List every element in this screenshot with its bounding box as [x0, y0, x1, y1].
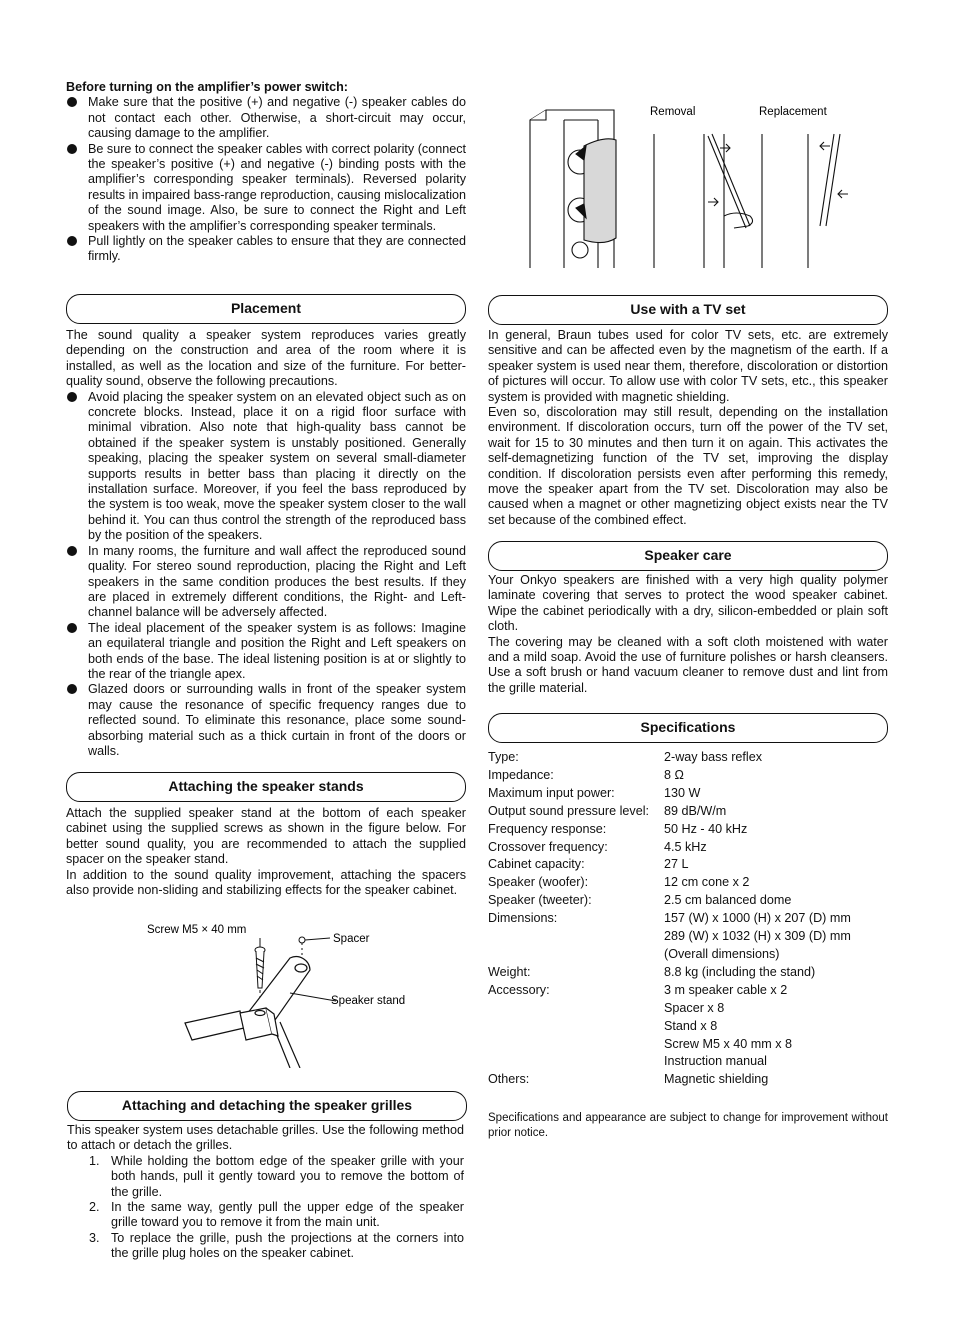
stands-title: Attaching the speaker stands: [66, 772, 466, 802]
stand-label: Speaker stand: [331, 995, 406, 1007]
spec-value-line: 130 W: [664, 785, 701, 800]
list-item: The ideal placement of the speaker system is as follows: Imagine an equilateral triangle and position the Right and Left speakers on both ends of the base. The ideal listening position is at or slightly to the rear of the triangle apex.: [66, 621, 466, 683]
spec-value-line: 8.8 kg (including the stand): [664, 964, 816, 979]
specs-note: Specifications and appearance are subject to change for improvement without prior notice.: [488, 1112, 888, 1139]
care-para-1: Your Onkyo speakers are finished with a very high quality polymer laminate covering that serves to protect the wood speaker cabinet. Wipe the cabinet periodically with a dry, silicon-embedded or plain soft cloth.: [488, 573, 888, 634]
spec-value: [664, 964, 888, 982]
spacer-icon: [299, 937, 305, 943]
grille-figure: [524, 98, 864, 270]
bullet-icon: [67, 144, 77, 154]
spec-value-line: 27 L: [664, 857, 689, 872]
placement-list: [66, 390, 466, 760]
screw-label: Screw M5 × 40 mm: [147, 924, 247, 936]
spec-value-line: Magnetic shielding: [664, 1072, 769, 1087]
removal-label: Removal: [650, 106, 696, 118]
bullet-icon: [67, 684, 77, 694]
tv-section: [488, 328, 888, 528]
grilles-title: Attaching and detaching the speaker grilles: [67, 1091, 467, 1121]
spec-key: Cabinet capacity:: [488, 857, 585, 872]
specs-table: [488, 749, 888, 1089]
spec-value-line: (Overall dimensions): [664, 946, 780, 961]
power-switch-section: [66, 80, 466, 265]
list-item: 1. While holding the bottom edge of the speaker grille with your both hands, pull it gently toward you to remove the bottom of the grille.: [89, 1153, 464, 1199]
replacement-diagram: [762, 134, 848, 268]
specs-title: Specifications: [488, 713, 888, 743]
grilles-steps: [67, 1154, 464, 1262]
spec-value-line: 2-way bass reflex: [664, 750, 762, 764]
power-switch-heading: Before turning on the amplifier’s power switch:: [66, 80, 348, 94]
spec-row: [488, 982, 888, 1072]
spec-row: [488, 785, 888, 803]
spec-value-line: Screw M5 x 40 mm x 8: [664, 1036, 793, 1051]
spec-row: [488, 821, 888, 839]
spec-key: Impedance:: [488, 767, 554, 782]
spec-value: [664, 821, 888, 839]
spec-row: [488, 964, 888, 982]
list-item: Be sure to connect the speaker cables with correct polarity (connect the speaker’s positive (+) and negative (-) binding posts with the amplifier’s corresponding speaker terminals). Reversed polarity results in impaired bass-range reproduction, causing mislocalization of the sound image. Also, be sure to connect the Right and Left speakers with the amplifier’s corresponding speaker terminals.: [66, 142, 466, 234]
spec-value: [664, 874, 888, 892]
bullet-icon: [67, 236, 77, 246]
spacer-label: Spacer: [333, 933, 370, 945]
tv-title: Use with a TV set: [488, 295, 888, 325]
speaker-cabinet-icon: [530, 110, 616, 268]
stands-para-2: In addition to the sound quality improvement, attaching the spacers also provide non-sliding and stabilizing effects for the speaker cabinet.: [66, 867, 466, 898]
care-section: [488, 573, 888, 696]
grilles-section: [67, 1123, 464, 1262]
care-title: Speaker care: [488, 541, 888, 571]
tv-para-2: Even so, discoloration may still result, depending on the installation environment. If discoloration occurs, turn off the power of the TV set, wait for 15 to 30 minutes and then turn it on again. This activates the self-demagnetizing function of the TV set, improving the display condition. If discoloration persists even after performing this remedy, move the speaker apart from the TV set. Discoloration may also be caused when a magnet or other magnetizing object exists near the TV set because of the combined effect.: [488, 405, 888, 527]
spec-row: [488, 892, 888, 910]
spec-key: Output sound pressure level:: [488, 803, 650, 818]
spec-row: [488, 767, 888, 785]
spec-value-line: 289 (W) x 1032 (H) x 309 (D) mm: [664, 929, 851, 944]
stands-section: [66, 806, 466, 898]
spec-value: [664, 910, 888, 964]
grilles-intro: This speaker system uses detachable grilles. Use the following method to attach or detach the grilles.: [67, 1123, 464, 1153]
spec-row: [488, 874, 888, 892]
power-switch-list: [66, 95, 466, 264]
spec-value: [664, 1071, 888, 1089]
list-item: In many rooms, the furniture and wall affect the reproduced sound quality. For stereo sound reproduction, placing the Right and Left speakers in the same condition produces the best results. If they are placed in extremely different conditions, the Right- and Left-channel balance will be adversely affected.: [66, 544, 466, 621]
spec-value-line: 157 (W) x 1000 (H) x 207 (D) mm: [664, 911, 851, 926]
list-item: Pull lightly on the speaker cables to ensure that they are connected firmly.: [66, 234, 466, 265]
list-item: Glazed doors or surrounding walls in front of the speaker system may cause the resonance of specific frequency ranges due to reflected sound. To eliminate this resonance, place some sound-absorbing material such as a thick curtain in front of the doors or walls.: [66, 682, 466, 759]
spec-row: [488, 749, 888, 767]
spec-value-line: 2.5 cm balanced dome: [664, 893, 792, 908]
spec-value: [664, 785, 888, 803]
bullet-icon: [67, 392, 77, 402]
placement-intro: The sound quality a speaker system reproduces varies greatly depending on the construction and area of the room where it is installed, as well as the location and size of the furniture. For better-quality sound, observe the following precautions.: [66, 328, 466, 389]
bullet-icon: [67, 623, 77, 633]
spec-value: [664, 982, 888, 1072]
spec-key: Weight:: [488, 964, 531, 979]
spec-value-line: Stand x 8: [664, 1018, 718, 1033]
replacement-label: Replacement: [759, 106, 827, 118]
spec-value-line: Instruction manual: [664, 1054, 767, 1069]
spec-value-line: 8 Ω: [664, 767, 684, 782]
spec-value-line: 12 cm cone x 2: [664, 875, 750, 890]
spec-key: Dimensions:: [488, 911, 558, 926]
spec-key: Type:: [488, 750, 519, 764]
bullet-icon: [67, 97, 77, 107]
spec-row: [488, 1071, 888, 1089]
list-item: 3. To replace the grille, push the projections at the corners into the grille plug holes on the speaker cabinet.: [89, 1230, 464, 1261]
tv-para-1: In general, Braun tubes used for color TV sets, etc. are extremely sensitive and can be affected even by the magnetism of the earth. If a speaker system is used near them, therefore, discoloration or distortion of pictures will occur. To allow use with color TV sets, etc., this speaker system is provided with magnetic shielding.: [488, 328, 888, 404]
spec-value: [664, 767, 888, 785]
screw-icon: [255, 947, 265, 988]
spec-value-line: 50 Hz - 40 kHz: [664, 821, 748, 836]
spec-value: [664, 803, 888, 821]
placement-title: Placement: [66, 294, 466, 324]
placement-section: [66, 328, 466, 759]
bullet-icon: [67, 546, 77, 556]
removal-diagram: [654, 134, 753, 268]
spec-key: Speaker (woofer):: [488, 875, 589, 890]
list-item: Make sure that the positive (+) and negative (-) speaker cables do not contact each other. Otherwise, a short-circuit may occur, causing damage to the amplifier.: [66, 95, 466, 141]
spec-row: [488, 910, 888, 964]
spec-value-line: 3 m speaker cable x 2: [664, 982, 788, 997]
stands-para-1: Attach the supplied speaker stand at the bottom of each speaker cabinet using the supplied screws as shown in the figure below. For better sound quality, you are recommended to attach the supplied spacer on the speaker stand.: [66, 806, 466, 867]
spec-value: [664, 892, 888, 910]
spec-key: Speaker (tweeter):: [488, 893, 592, 908]
list-item: 2. In the same way, gently pull the upper edge of the speaker grille toward you to remove it from the main unit.: [89, 1200, 464, 1230]
spec-key: Accessory:: [488, 982, 550, 997]
spec-value: [664, 839, 888, 857]
care-para-2: The covering may be cleaned with a soft cloth moistened with water and a mild soap. Avoid the use of furniture polishes or harsh cleansers. Use a soft brush or hand vacuum cleaner to remove dust and lint from the grille material.: [488, 634, 888, 695]
spec-key: Frequency response:: [488, 821, 607, 836]
spec-row: [488, 856, 888, 874]
spec-key: Others:: [488, 1072, 530, 1087]
spec-key: Crossover frequency:: [488, 839, 608, 854]
spec-value-line: 89 dB/W/m: [664, 803, 727, 818]
spec-row: [488, 803, 888, 821]
spec-value: [664, 856, 888, 874]
list-item: Avoid placing the speaker system on an elevated object such as on concrete blocks. Instead, place it on a rigid floor surface with minimal vibration. Also note that high-quality bass cannot be obtained if the speaker system is unstably positioned. Generally speaking, placing the speaker system on several small-diameter supports results in better bass than placing it directly on the installation surface. Moreover, if you feel the bass reproduced by the system is too weak, move the speaker system closer to the wall behind it. You can thus control the strength of the reproduced bass by the position of the speakers.: [66, 390, 466, 544]
spec-value-line: 4.5 kHz: [664, 839, 707, 854]
spec-value-line: Spacer x 8: [664, 1000, 725, 1015]
spec-key: Maximum input power:: [488, 785, 615, 800]
spec-value: [664, 749, 888, 767]
speaker-stand-figure: [140, 918, 440, 1068]
spec-row: [488, 839, 888, 857]
